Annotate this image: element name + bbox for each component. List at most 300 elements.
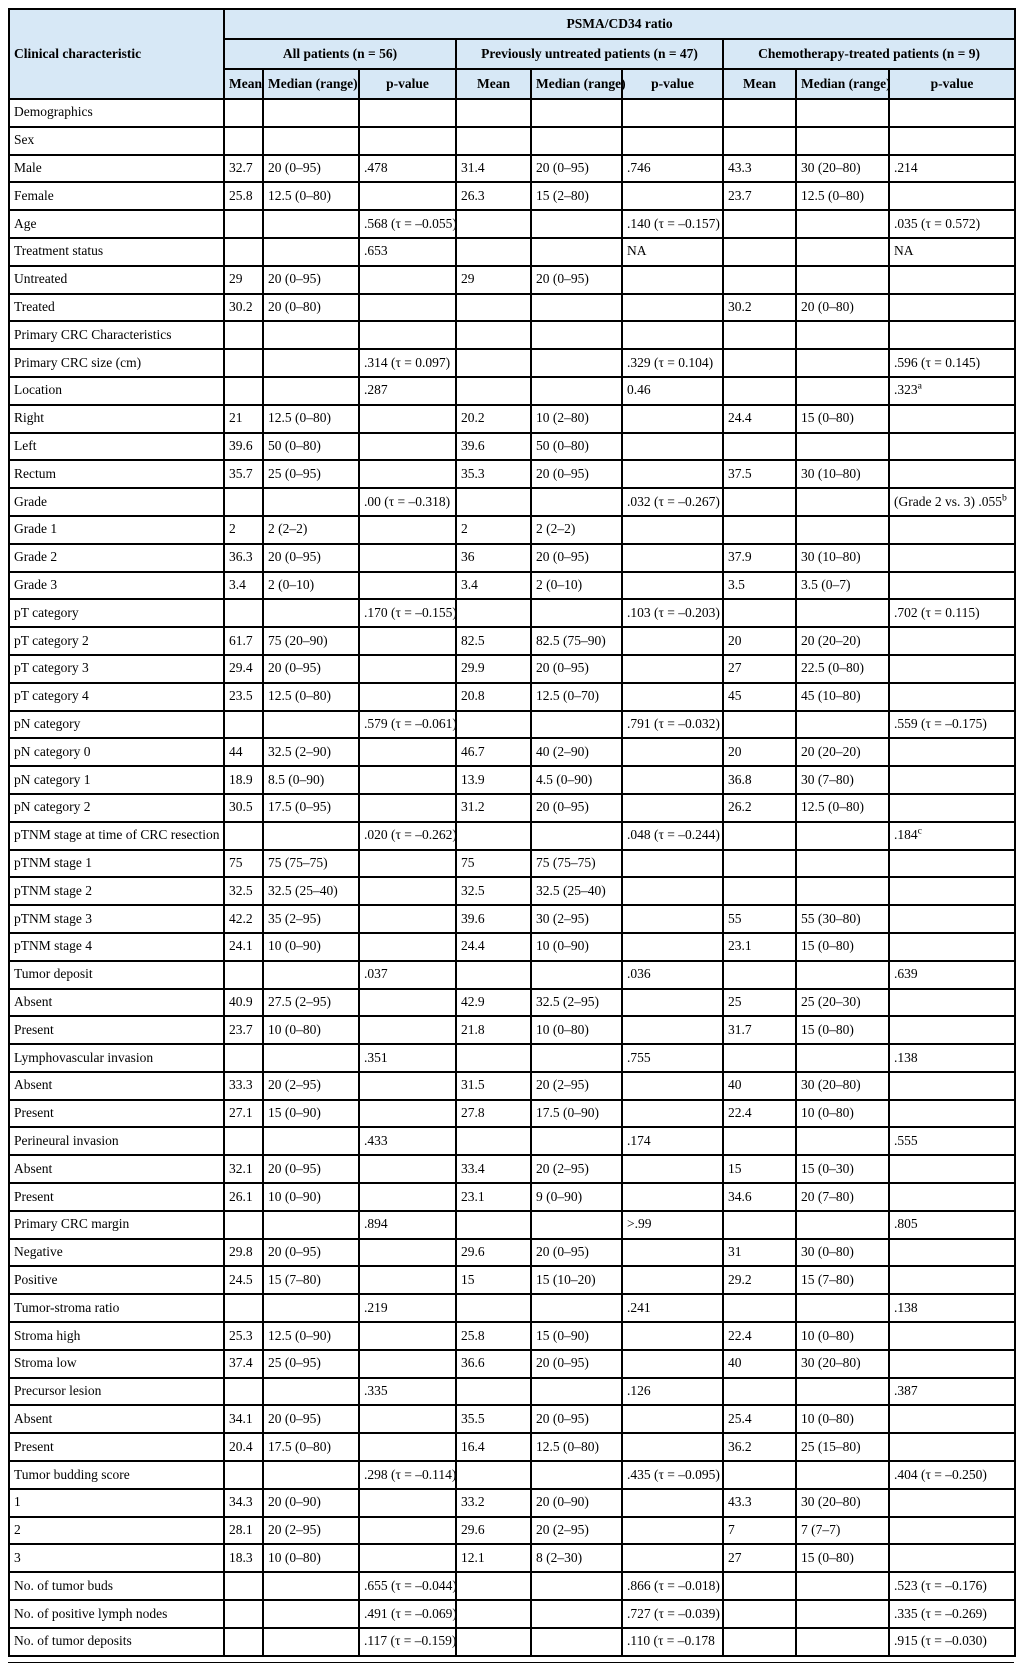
mean-cell: 23.7 <box>723 182 796 210</box>
mean-cell: 32.7 <box>224 155 263 183</box>
table-row <box>9 738 1015 766</box>
p-value-cell <box>889 989 1015 1017</box>
p-value-cell <box>889 850 1015 878</box>
p-value-cell <box>622 1322 723 1350</box>
p-value-cell <box>359 182 456 210</box>
p-value-cell <box>889 1433 1015 1461</box>
p-value-cell <box>359 99 456 127</box>
median-range-cell <box>263 599 359 627</box>
p-value-cell <box>622 1183 723 1211</box>
median-range-cell <box>263 1600 359 1628</box>
median-range-cell: 8.5 (0–90) <box>263 766 359 794</box>
p-value-cell: .048 (τ = –0.244) <box>622 822 723 850</box>
subheader-mean: Mean <box>456 69 531 99</box>
median-range-cell: 20 (0–95) <box>531 1405 622 1433</box>
p-value-cell: .351 <box>359 1044 456 1072</box>
p-value-cell <box>359 794 456 822</box>
median-range-cell <box>796 961 889 989</box>
median-range-cell <box>531 1378 622 1406</box>
median-range-cell: 2 (2–2) <box>263 516 359 544</box>
median-range-cell <box>531 599 622 627</box>
median-range-cell <box>796 599 889 627</box>
mean-cell: 21 <box>224 405 263 433</box>
mean-cell <box>723 1127 796 1155</box>
mean-cell: 29 <box>456 266 531 294</box>
table-row <box>9 1433 1015 1461</box>
row-label: pN category <box>9 711 224 739</box>
mean-cell: 24.4 <box>456 933 531 961</box>
median-range-cell: 20 (7–80) <box>796 1183 889 1211</box>
mean-cell: 25 <box>723 989 796 1017</box>
median-range-cell: 20 (2–95) <box>263 1072 359 1100</box>
median-range-cell <box>263 711 359 739</box>
median-range-cell <box>796 1127 889 1155</box>
median-range-cell: 25 (15–80) <box>796 1433 889 1461</box>
mean-cell <box>723 377 796 405</box>
mean-cell: 25.4 <box>723 1405 796 1433</box>
mean-cell <box>224 127 263 155</box>
median-range-cell <box>263 1044 359 1072</box>
p-value-cell: .298 (τ = –0.114) <box>359 1461 456 1489</box>
median-range-cell: 30 (20–80) <box>796 1072 889 1100</box>
mean-cell <box>456 238 531 266</box>
row-label: pN category 1 <box>9 766 224 794</box>
table-body <box>9 99 1015 1656</box>
mean-cell: 2 <box>224 516 263 544</box>
characteristic-column-header: Clinical characteristic <box>9 9 224 99</box>
row-label: Absent <box>9 1405 224 1433</box>
table-row <box>9 349 1015 377</box>
median-range-cell: 35 (2–95) <box>263 905 359 933</box>
p-value-cell: .404 (τ = –0.250) <box>889 1461 1015 1489</box>
mean-cell: 40 <box>723 1350 796 1378</box>
table-row <box>9 655 1015 683</box>
mean-cell: 18.3 <box>224 1544 263 1572</box>
row-label: pT category 2 <box>9 627 224 655</box>
table-row <box>9 460 1015 488</box>
mean-cell: 36.8 <box>723 766 796 794</box>
table-row <box>9 488 1015 516</box>
footnote-marker: a <box>917 380 922 392</box>
mean-cell: 44 <box>224 738 263 766</box>
p-value-cell: .314 (τ = 0.097) <box>359 349 456 377</box>
median-range-cell <box>531 238 622 266</box>
p-value-cell <box>622 766 723 794</box>
median-range-cell: 10 (0–80) <box>796 1100 889 1128</box>
p-value-cell <box>622 460 723 488</box>
mean-cell: 35.7 <box>224 460 263 488</box>
mean-cell: 24.4 <box>723 405 796 433</box>
p-value-cell <box>359 433 456 461</box>
median-range-cell: 10 (0–80) <box>531 1016 622 1044</box>
mean-cell: 26.2 <box>723 794 796 822</box>
p-value-cell <box>622 738 723 766</box>
mean-cell: 31.5 <box>456 1072 531 1100</box>
row-label: Tumor deposit <box>9 961 224 989</box>
median-range-cell <box>796 1211 889 1239</box>
median-range-cell <box>796 822 889 850</box>
mean-cell: 29.6 <box>456 1239 531 1267</box>
p-value-cell <box>359 738 456 766</box>
median-range-cell: 20 (0–95) <box>263 655 359 683</box>
mean-cell: 33.3 <box>224 1072 263 1100</box>
p-value-cell <box>622 655 723 683</box>
median-range-cell: 2 (0–10) <box>263 572 359 600</box>
mean-cell: 29.8 <box>224 1239 263 1267</box>
p-value-cell <box>359 1239 456 1267</box>
group-header-chemo-patients: Chemotherapy-treated patients (n = 9) <box>723 39 1015 69</box>
mean-cell <box>224 1127 263 1155</box>
table-row <box>9 683 1015 711</box>
p-value-cell <box>622 850 723 878</box>
p-value-cell: .387 <box>889 1378 1015 1406</box>
mean-cell <box>723 1628 796 1656</box>
p-value-cell <box>622 127 723 155</box>
median-range-cell <box>263 1211 359 1239</box>
row-label: Left <box>9 433 224 461</box>
table-row <box>9 933 1015 961</box>
mean-cell: 33.4 <box>456 1155 531 1183</box>
mean-cell: 12.1 <box>456 1544 531 1572</box>
p-value-cell <box>889 627 1015 655</box>
median-range-cell: 4.5 (0–90) <box>531 766 622 794</box>
p-value-cell: .241 <box>622 1294 723 1322</box>
p-value-cell <box>359 1155 456 1183</box>
row-label: Age <box>9 210 224 238</box>
p-value-cell <box>889 1072 1015 1100</box>
median-range-cell: 20 (0–95) <box>531 1239 622 1267</box>
row-label: Precursor lesion <box>9 1378 224 1406</box>
p-value-cell: .655 (τ = –0.044) <box>359 1572 456 1600</box>
median-range-cell: 15 (0–90) <box>531 1322 622 1350</box>
p-value-cell: .126 <box>622 1378 723 1406</box>
mean-cell: 42.9 <box>456 989 531 1017</box>
median-range-cell <box>796 127 889 155</box>
subheader-median-range: Median (range) <box>263 69 359 99</box>
median-range-cell: 10 (0–80) <box>263 1544 359 1572</box>
p-value-cell <box>889 572 1015 600</box>
p-value-cell <box>359 1489 456 1517</box>
row-label: Male <box>9 155 224 183</box>
median-range-cell: 12.5 (0–80) <box>263 405 359 433</box>
median-range-cell <box>531 711 622 739</box>
p-value-cell: (Grade 2 vs. 3) .055$^b$ <box>889 488 1015 516</box>
table-row <box>9 377 1015 405</box>
median-range-cell <box>531 210 622 238</box>
p-value-cell <box>622 572 723 600</box>
row-label: Absent <box>9 989 224 1017</box>
mean-cell: 21.8 <box>456 1016 531 1044</box>
median-range-cell: 12.5 (0–80) <box>531 1433 622 1461</box>
table-row <box>9 794 1015 822</box>
row-label: 2 <box>9 1517 224 1545</box>
p-value-cell: .491 (τ = –0.069) <box>359 1600 456 1628</box>
p-value-cell <box>889 738 1015 766</box>
median-range-cell <box>796 266 889 294</box>
median-range-cell <box>263 1127 359 1155</box>
mean-cell: 32.5 <box>456 877 531 905</box>
median-range-cell: 30 (20–80) <box>796 155 889 183</box>
p-value-cell: .755 <box>622 1044 723 1072</box>
p-value-cell <box>359 905 456 933</box>
p-value-cell: .323$^a$ <box>889 377 1015 405</box>
p-value-cell <box>359 516 456 544</box>
p-value-cell <box>622 1517 723 1545</box>
row-label: Stroma low <box>9 1350 224 1378</box>
row-label: Primary CRC size (cm) <box>9 349 224 377</box>
mean-cell: 75 <box>456 850 531 878</box>
table-row <box>9 1322 1015 1350</box>
median-range-cell: 15 (0–30) <box>796 1155 889 1183</box>
p-value-cell <box>359 460 456 488</box>
table-row <box>9 1461 1015 1489</box>
p-value-cell <box>889 1405 1015 1433</box>
median-range-cell <box>531 1294 622 1322</box>
mean-cell: 30.2 <box>723 294 796 322</box>
p-value-cell <box>622 683 723 711</box>
mean-cell <box>723 961 796 989</box>
p-value-cell: .596 (τ = 0.145) <box>889 349 1015 377</box>
median-range-cell: 32.5 (25–40) <box>531 877 622 905</box>
mean-cell <box>224 488 263 516</box>
p-value-cell <box>622 1100 723 1128</box>
p-value-cell <box>622 182 723 210</box>
median-range-cell <box>796 377 889 405</box>
p-value-cell <box>889 1322 1015 1350</box>
mean-cell: 45 <box>723 683 796 711</box>
median-range-cell: 12.5 (0–70) <box>531 683 622 711</box>
median-range-cell <box>796 1461 889 1489</box>
mean-cell: 25.3 <box>224 1322 263 1350</box>
mean-cell: 29.9 <box>456 655 531 683</box>
table-row <box>9 544 1015 572</box>
mean-cell: 33.2 <box>456 1489 531 1517</box>
median-range-cell <box>796 1378 889 1406</box>
median-range-cell: 50 (0–80) <box>263 433 359 461</box>
p-value-cell <box>622 266 723 294</box>
row-label: 3 <box>9 1544 224 1572</box>
mean-cell: 61.7 <box>224 627 263 655</box>
median-range-cell: 10 (0–90) <box>263 933 359 961</box>
median-range-cell <box>263 127 359 155</box>
p-value-cell <box>622 933 723 961</box>
table-row <box>9 961 1015 989</box>
p-value-cell <box>622 905 723 933</box>
mean-cell <box>723 99 796 127</box>
table-row <box>9 1127 1015 1155</box>
table-row <box>9 405 1015 433</box>
p-value-cell: .568 (τ = –0.055) <box>359 210 456 238</box>
mean-cell <box>723 516 796 544</box>
p-value-cell: .805 <box>889 1211 1015 1239</box>
row-label: Grade <box>9 488 224 516</box>
table-row <box>9 1072 1015 1100</box>
mean-cell: 3.4 <box>224 572 263 600</box>
p-value-cell: .478 <box>359 155 456 183</box>
p-value-cell <box>889 1183 1015 1211</box>
mean-cell: 20 <box>723 627 796 655</box>
median-range-cell: 30 (7–80) <box>796 766 889 794</box>
mean-cell: 24.1 <box>224 933 263 961</box>
mean-cell: 18.9 <box>224 766 263 794</box>
row-label: Treated <box>9 294 224 322</box>
mean-cell <box>224 377 263 405</box>
p-value-cell: .00 (τ = –0.318) <box>359 488 456 516</box>
p-value-cell: .032 (τ = –0.267) <box>622 488 723 516</box>
row-label: Stroma high <box>9 1322 224 1350</box>
p-value-cell <box>622 1072 723 1100</box>
median-range-cell <box>531 377 622 405</box>
p-value-cell: .138 <box>889 1044 1015 1072</box>
row-label: Rectum <box>9 460 224 488</box>
p-value-cell: .035 (τ = 0.572) <box>889 210 1015 238</box>
p-value-cell: 0.46 <box>622 377 723 405</box>
mean-cell <box>456 711 531 739</box>
mean-cell: 40.9 <box>224 989 263 1017</box>
median-range-cell: 40 (2–90) <box>531 738 622 766</box>
mean-cell: 32.5 <box>224 877 263 905</box>
p-value-cell <box>889 794 1015 822</box>
row-label: Grade 3 <box>9 572 224 600</box>
p-value-cell <box>359 1405 456 1433</box>
subheader-median-range: Median (range) <box>796 69 889 99</box>
mean-cell: 22.4 <box>723 1100 796 1128</box>
mean-cell: 26.3 <box>456 182 531 210</box>
median-range-cell: 20 (0–95) <box>263 1405 359 1433</box>
subheader-p-value: p-value <box>889 69 1015 99</box>
p-value-cell <box>889 1544 1015 1572</box>
mean-cell: 36.3 <box>224 544 263 572</box>
p-value-cell <box>889 99 1015 127</box>
mean-cell <box>723 822 796 850</box>
median-range-cell: 20 (0–95) <box>263 1239 359 1267</box>
p-value-cell <box>359 572 456 600</box>
mean-cell <box>723 1461 796 1489</box>
row-label: Perineural invasion <box>9 1127 224 1155</box>
table-row <box>9 1239 1015 1267</box>
p-value-cell: .866 (τ = –0.018) <box>622 1572 723 1600</box>
row-label: Sex <box>9 127 224 155</box>
median-range-cell: 10 (0–80) <box>796 1405 889 1433</box>
mean-cell: 43.3 <box>723 1489 796 1517</box>
median-range-cell <box>796 238 889 266</box>
median-range-cell: 20 (0–95) <box>263 1155 359 1183</box>
table-row <box>9 850 1015 878</box>
mean-cell: 31.7 <box>723 1016 796 1044</box>
median-range-cell: 10 (0–90) <box>531 933 622 961</box>
row-label: Positive <box>9 1266 224 1294</box>
table-row <box>9 627 1015 655</box>
mean-cell: 82.5 <box>456 627 531 655</box>
mean-cell: 36.2 <box>723 1433 796 1461</box>
median-range-cell <box>531 321 622 349</box>
median-range-cell: 20 (0–95) <box>531 460 622 488</box>
row-label: Present <box>9 1100 224 1128</box>
p-value-cell <box>359 766 456 794</box>
p-value-cell <box>889 294 1015 322</box>
p-value-cell: .140 (τ = –0.157) <box>622 210 723 238</box>
median-range-cell <box>796 850 889 878</box>
median-range-cell <box>263 1294 359 1322</box>
p-value-cell <box>622 627 723 655</box>
median-range-cell <box>796 711 889 739</box>
median-range-cell <box>796 488 889 516</box>
median-range-cell: 17.5 (0–90) <box>531 1100 622 1128</box>
mean-cell <box>723 1294 796 1322</box>
median-range-cell <box>796 99 889 127</box>
p-value-cell: .746 <box>622 155 723 183</box>
table-row <box>9 294 1015 322</box>
table-row <box>9 321 1015 349</box>
table-row <box>9 1405 1015 1433</box>
mean-cell: 39.6 <box>456 905 531 933</box>
median-range-cell: 15 (7–80) <box>796 1266 889 1294</box>
median-range-cell: 20 (0–95) <box>263 544 359 572</box>
p-value-cell <box>889 1155 1015 1183</box>
median-range-cell: 20 (2–95) <box>531 1517 622 1545</box>
median-range-cell <box>531 127 622 155</box>
p-value-cell <box>622 433 723 461</box>
median-range-cell: 20 (2–95) <box>263 1517 359 1545</box>
mean-cell: 2 <box>456 516 531 544</box>
table-row <box>9 1600 1015 1628</box>
table-row <box>9 182 1015 210</box>
mean-cell: 27 <box>723 1544 796 1572</box>
p-value-cell <box>889 683 1015 711</box>
p-value-cell <box>359 294 456 322</box>
p-value-cell: .037 <box>359 961 456 989</box>
mean-cell: 26.1 <box>224 1183 263 1211</box>
median-range-cell <box>796 321 889 349</box>
p-value-cell <box>359 1016 456 1044</box>
median-range-cell: 15 (0–80) <box>796 1544 889 1572</box>
mean-cell <box>224 1600 263 1628</box>
mean-cell <box>224 1572 263 1600</box>
p-value-cell <box>889 655 1015 683</box>
mean-cell <box>723 349 796 377</box>
median-range-cell <box>263 238 359 266</box>
p-value-cell: .559 (τ = –0.175) <box>889 711 1015 739</box>
p-value-cell <box>889 544 1015 572</box>
mean-cell: 31 <box>723 1239 796 1267</box>
row-label: Primary CRC margin <box>9 1211 224 1239</box>
p-value-cell: .020 (τ = –0.262) <box>359 822 456 850</box>
p-value-cell <box>359 1266 456 1294</box>
mean-cell <box>456 349 531 377</box>
row-label: pTNM stage 1 <box>9 850 224 878</box>
median-range-cell <box>263 377 359 405</box>
row-label: pTNM stage 4 <box>9 933 224 961</box>
row-label: Negative <box>9 1239 224 1267</box>
mean-cell: 28.1 <box>224 1517 263 1545</box>
mean-cell: 35.3 <box>456 460 531 488</box>
p-value-cell: .214 <box>889 155 1015 183</box>
table-row <box>9 433 1015 461</box>
psma-cd34-ratio-header: PSMA/CD34 ratio <box>224 9 1015 39</box>
median-range-cell: 30 (10–80) <box>796 460 889 488</box>
median-range-cell <box>263 1572 359 1600</box>
p-value-cell <box>359 655 456 683</box>
median-range-cell <box>796 1628 889 1656</box>
median-range-cell: 20 (0–80) <box>263 294 359 322</box>
mean-cell: 36.6 <box>456 1350 531 1378</box>
p-value-cell <box>622 989 723 1017</box>
mean-cell <box>723 1378 796 1406</box>
p-value-cell: .433 <box>359 1127 456 1155</box>
table-row <box>9 989 1015 1017</box>
median-range-cell: 20 (0–90) <box>531 1489 622 1517</box>
p-value-cell <box>889 1517 1015 1545</box>
